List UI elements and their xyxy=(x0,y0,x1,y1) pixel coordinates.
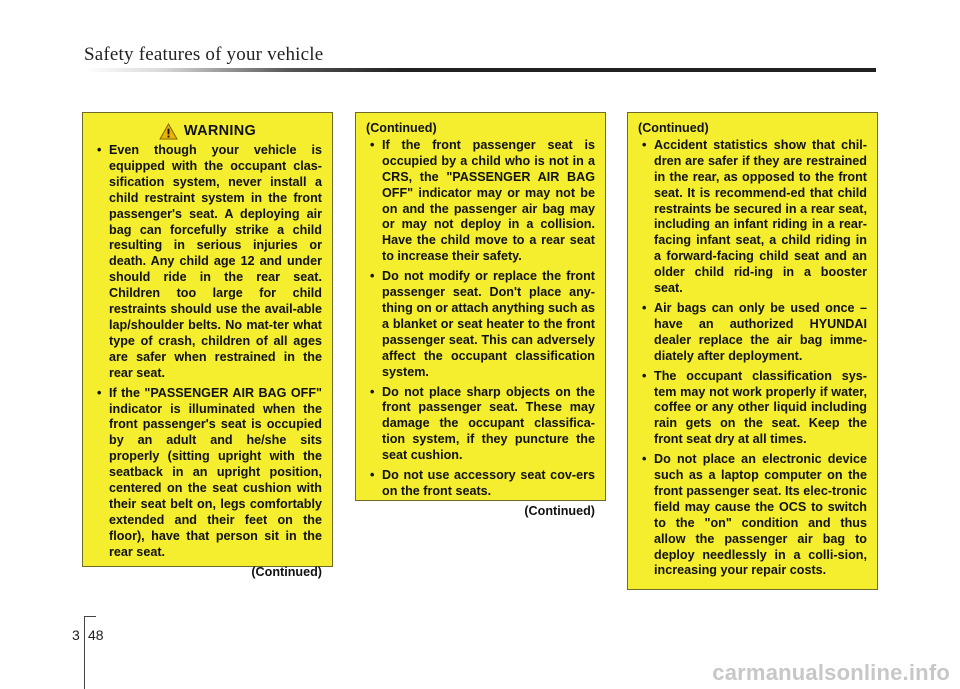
page-header-title: Safety features of your vehicle xyxy=(84,44,324,65)
header-rule xyxy=(84,68,876,72)
warning-list xyxy=(638,138,867,579)
footer-rule xyxy=(84,616,85,689)
continued-label: (Continued) xyxy=(638,121,709,135)
list-item: • If the "PASSENGER AIR BAG OFF" indicator is illuminated when the front passenger's seat is occupied by an adult and he/she sits properly (sitting upright with the seatback in an upright position, centered on the seat cushion with their seat belt on, legs comfortably extended and their feet on the floor), have that person sit in the rear seat. xyxy=(93,386,322,561)
list-item: • Do not modify or replace the front passenger seat. Don't place any-thing on or attach anything such as a blanket or seat heater to the front passenger seat. This can adversely affect the occupant classification system. xyxy=(366,269,595,380)
list-item: • Accident statistics show that chil-dren are safer if they are restrained in the rear, as opposed to the front seat. It is recommend-ed that child restraints be secured in a rear seat, including an infant riding in a rear-facing infant seat, a child riding in a forward-facing child seat and an older child rid-ing in a booster seat. xyxy=(638,138,867,297)
warning-triangle-icon xyxy=(159,123,178,140)
list-item: • Even though your vehicle is equipped with the occupant clas-sification system, never install a child restraint system in the front passenger's seat. A deploying air bag can forcefully strike a child resulting in serious injuries or death. Any child age 12 and under should ride in the rear seat. Children too large for child restraints should use the avail-able lap/shoulder belts. No mat-ter what type of crash, children of all ages are safer when restrained in the rear seat. xyxy=(93,143,322,382)
footer-rule xyxy=(84,616,96,617)
list-item: • Do not place an electronic device such as a laptop computer on the front passenger seat. Its elec-tronic field may cause the OCS to switch to the "on" condition and thus allow the passenger air bag to deploy needlessly in a colli-sion, increasing your repair costs. xyxy=(638,452,867,579)
warning-box xyxy=(82,112,333,579)
warning-label: WARNING xyxy=(183,122,257,139)
warning-heading xyxy=(93,123,322,140)
watermark: carmanualsonline.info xyxy=(712,660,950,685)
list-item: • Do not place sharp objects on the front passenger seat. These may damage the occupant classifica-tion system, if they puncture the seat cushion. xyxy=(366,385,595,465)
list-item: • The occupant classification sys-tem may not work properly if water, coffee or any other liquid including rain gets on the seat. Keep the front seat dry at all times. xyxy=(638,369,867,449)
page-number: 48 xyxy=(88,627,104,643)
warning-list xyxy=(93,143,322,561)
warning-continued-box xyxy=(627,112,878,590)
continued-label: (Continued) xyxy=(251,564,322,579)
continued-label: (Continued) xyxy=(366,121,437,135)
continued-label: (Continued) xyxy=(524,503,595,518)
list-item: • Do not use accessory seat cov-ers on the front seats. xyxy=(366,468,595,500)
chapter-number: 3 xyxy=(72,627,80,643)
list-item: • If the front passenger seat is occupied by a child who is not in a CRS, the "PASSENGER AIR BAG OFF" indicator may or may not be on and the passenger air bag may or may not deploy in a collision. Have the child move to a rear seat to increase their safety. xyxy=(366,138,595,265)
warning-list xyxy=(366,138,595,500)
list-item: • Air bags can only be used once – have an authorized HYUNDAI dealer replace the air bag imme-diately after deployment. xyxy=(638,301,867,365)
warning-continued-box xyxy=(355,112,606,518)
